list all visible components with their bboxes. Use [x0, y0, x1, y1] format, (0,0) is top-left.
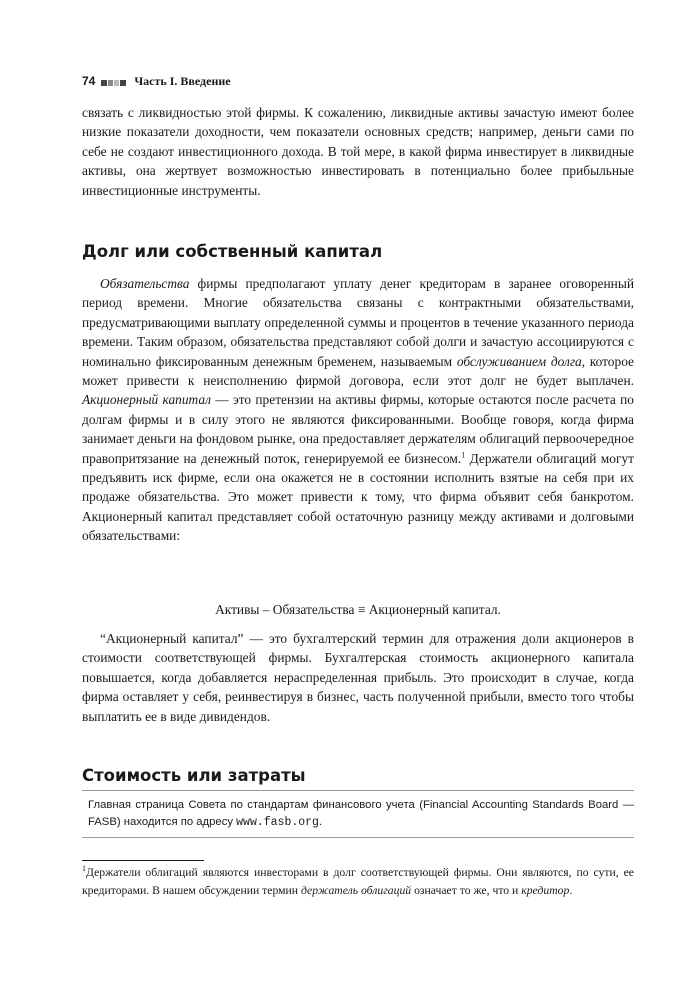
term-equity: Акционерный капитал	[82, 392, 211, 408]
section-heading-debt-equity: Долг или собственный капитал	[82, 242, 383, 261]
term-bondholder: держатель облигаций	[300, 883, 412, 897]
debt-equity-paragraph	[82, 274, 634, 546]
header-ornament-icon	[101, 72, 127, 91]
equity-paragraph-block	[82, 629, 634, 726]
chapter-title: Часть I. Введение	[134, 74, 231, 88]
accounting-equation: Активы – Обязательства ≡ Акционерный капитал.	[215, 602, 501, 617]
paragraph-text: которое может привести к неисполнению фирмой договора, если этот долг не будет выплачен.	[82, 353, 634, 389]
note-text	[88, 797, 634, 831]
paragraph-text: фирмы предполагают уплату денег кредиторам в заранее оговоренный период времени. Многие обязательства связаны с контрактными обязательствами, предусматривающими выплату определенной суммы и процентов в течение указанного периода времени. Таким образом, обязательства представляют собой долги и зачастую ассоциируются с номинально фиксированным денежным бременем, называемым	[82, 276, 634, 369]
page-number: 74	[82, 74, 96, 88]
term-debt-service: обслуживанием долга,	[456, 353, 586, 369]
footnote-body: означает то же, что и	[411, 883, 522, 897]
footnote-body: .	[569, 883, 573, 897]
footnote-text	[82, 864, 634, 899]
fasb-url-link[interactable]: www.fasb.org	[236, 816, 319, 829]
section-heading-value-cost: Стоимость или затраты	[82, 766, 306, 785]
footnote-mark: 1	[82, 864, 86, 874]
paragraph-text: — это претензии на активы фирмы, которые остаются после расчета по долгам фирмы и в силу этого не являются фиксированными. Вообще говоря, когда фирма занимает деньги на фондовом рынке, она предоставляет держателям облигаций первоочередное правопритязание на денежный поток, генерируемой ее бизнесом.	[82, 392, 634, 466]
book-page	[82, 0, 634, 1000]
paragraph-text: Держатели облигаций могут предъявить иск фирме, если она окажется не в состоянии исполнить взятые на себя при их продаже обязательства. Это может привести к тому, что фирма объявит себя банкротом. Акционерный капитал представляет собой остаточную разницу между активами и долговыми обязательствами:	[82, 450, 634, 544]
term-liabilities: Обязательства	[100, 276, 190, 291]
debt-equity-paragraph-block	[82, 274, 634, 546]
footnote-reference[interactable]: 1	[461, 450, 466, 460]
intro-paragraph: связать с ликвидностью этой фирмы. К сожалению, ликвидные активы зачастую имеют более низкие показатели доходности, чем показатели основных средств; например, деньги сами по себе не создают инвестиционного дохода. В той мере, в какой фирма инвестирует в ликвидные активы, она жертвует возможностью инвестировать в потенциально более прибыльные инвестиционные инструменты.	[82, 105, 634, 198]
term-creditor: кредитор	[521, 883, 570, 897]
intro-paragraph-block	[82, 103, 634, 200]
note-box	[82, 790, 634, 838]
note-end: .	[318, 816, 323, 828]
footnote	[82, 864, 634, 899]
footnote-divider	[82, 860, 204, 861]
running-header	[82, 72, 231, 91]
equity-paragraph: “Акционерный капитал” — это бухгалтерский термин для отражения доли акционеров в стоимости соответствующей фирмы. Бухгалтерская стоимость акционерного капитала повышается, когда добавляется нераспределенная прибыль. Это происходит в случае, когда фирма оставляет у себя, реинвестируя в бизнес, часть полученной прибыли, вместо того чтобы выплатить ее в виде дивидендов.	[82, 631, 634, 724]
note-body: Главная страница Совета по стандартам финансового учета (Financial Accounting Standards Board — FASB) находится по адресу	[88, 799, 634, 828]
footnote-body: Держатели облигаций являются инвесторами в долг соответствующей фирмы. Они являются, по сути, ее кредиторами. В нашем обсуждении термин	[82, 866, 634, 897]
